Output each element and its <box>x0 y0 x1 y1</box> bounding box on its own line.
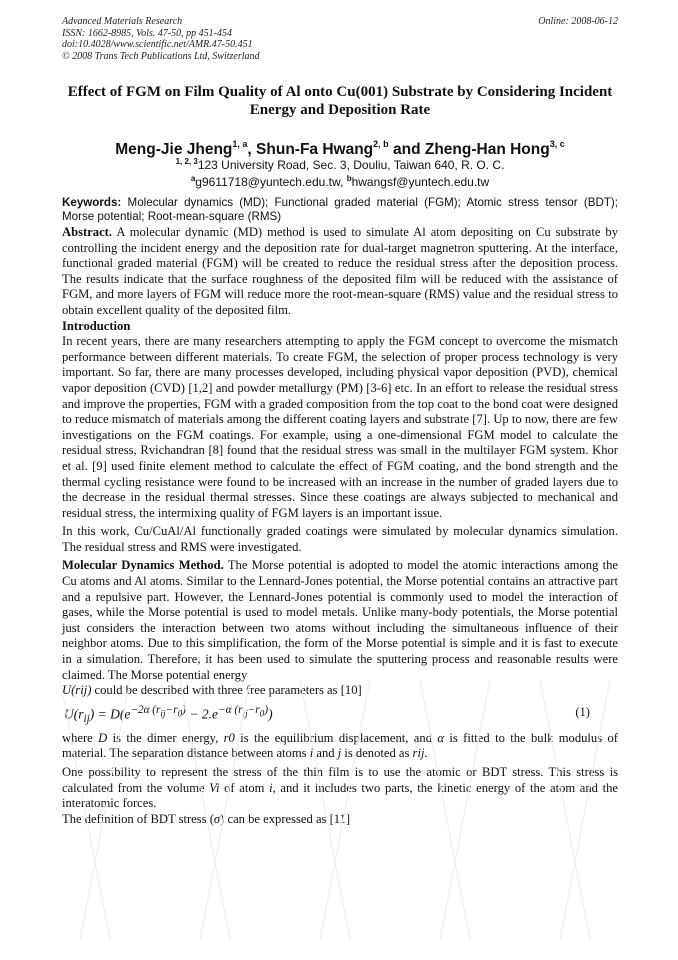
symbol-r0: r0 <box>223 730 235 745</box>
equation-1-formula: $U(r_{ij}) = D(e^{-2\alpha (r_{ij}-r_0)} - 2.e^{-\alpha (r_{ij}-r_0)})$ <box>64 703 273 725</box>
abstract <box>62 225 618 319</box>
symbol-alpha: α <box>437 730 444 745</box>
section-heading-md: Molecular Dynamics Method. <box>62 558 224 573</box>
author-list: Meng-Jie Jheng$^{1, a}$, Shun-Fa Hwang$^{2, b}$ and Zheng-Han Hong$^{3, c}$ <box>115 139 565 158</box>
keywords <box>62 196 618 224</box>
author-1-sup: 1, a <box>232 139 248 149</box>
author-3-sup: 3, c <box>549 139 565 149</box>
intro-paragraph-2: In this work, Cu/CuAl/Al functionally graded coatings were simulated by molecular dynamics simulation. The residual stress and RMS were investigated. <box>62 524 618 554</box>
affiliation <box>62 155 618 189</box>
affiliation-email-line <box>62 172 618 189</box>
where-word: where <box>62 730 93 745</box>
keywords-text: Molecular dynamics (MD); Functional graded material (FGM); Atomic stress tensor (BDT); Morse potential; Root-mean-square (RMS) <box>62 196 618 223</box>
md-paragraph-1 <box>62 558 618 698</box>
where-text-c: is fitted to the bulk modulus of material. The separation distance between atoms <box>62 730 618 761</box>
author-2: Shun-Fa Hwang <box>256 141 374 158</box>
author-3: Zheng-Han Hong <box>424 141 550 158</box>
paper-title: Effect of FGM on Film Quality of Al onto Cu(001) Substrate by Considering Incident Energy and Deposition Rate <box>67 84 613 118</box>
affiliation-address-line <box>62 155 618 172</box>
doi-line: doi:10.4028/www.scientific.net/AMR.47-50.451 <box>62 39 253 50</box>
where-text-b: is the equilibrium displacement, and <box>234 730 438 745</box>
author-2-sup: 2, b <box>373 139 389 149</box>
keywords-label: Keywords: <box>62 196 122 209</box>
email-b-sup: b <box>346 174 352 183</box>
email-a-sup: a <box>190 174 196 183</box>
issn-line: ISSN: 1662-8985, Vols. 47-50, pp 451-454 <box>62 27 232 39</box>
p3-text-b: of atom <box>219 780 270 795</box>
running-header <box>62 16 618 62</box>
equation-1 <box>62 701 618 727</box>
symbol-D: D <box>98 730 108 745</box>
symbol-Vi: Vi <box>209 780 220 795</box>
author-and: and <box>392 141 421 158</box>
equation-1-number: (1) <box>575 704 590 719</box>
copyright-line: © 2008 Trans Tech Publications Ltd, Switzerland <box>62 50 260 62</box>
affiliation-address: 123 University Road, Sec. 3, Douliu, Taiwan 640, R. O. C. <box>197 158 505 172</box>
author-1: Meng-Jie Jheng <box>115 141 233 158</box>
md-paragraph-1-text: The Morse potential is adopted to model the atomic interactions among the Cu atoms and Al atoms. Similar to the Lennard-Jones potential, the Morse potential contains an attractive part and a repulsive part. However, the Lennard-Jones potential is commonly used to model the interaction of gases, while the Morse potential is used to model metals. Unlike many-body potentials, the Morse potential just considers the interaction between two atoms without including the simultaneous influence of their neighbor atoms. Due to this simplification, the form of the Morse potential is simple and it is fast to execute in a simulation. Therefore, it has been used to simulate the sputtering process and reasonable results were claimed. The Morse potential energy <box>62 558 618 682</box>
p3-text-a: One possibility to represent the stress of the thin film is to use the atomic or BDT stress. This stress is calculated from the volume <box>62 765 618 795</box>
where-denoted: is denoted as <box>341 746 413 761</box>
md-paragraph-4 <box>62 812 618 828</box>
email-a: g9611718@yuntech.edu.tw, <box>195 175 344 189</box>
online-date: Online: 2008-06-12 <box>538 16 618 27</box>
where-text-a: is the dimer energy, <box>107 730 224 745</box>
md-paragraph-2: where D is the dimer energy, r0 is the equilibrium displacement, and α is fitted to the bulk modulus of material. The separation distance between atoms i and j is denoted as rij. <box>62 730 618 761</box>
email-b: hwangsf@yuntech.edu.tw <box>351 175 490 189</box>
potential-symbol: U(rij) <box>62 683 92 698</box>
p4-text-a: The definition of BDT stress ( <box>62 811 214 826</box>
symbol-i: i <box>309 746 314 761</box>
symbol-sigma: σ <box>213 811 221 826</box>
where-and: and <box>313 746 338 761</box>
symbol-rij: rij <box>412 746 425 761</box>
abstract-text: A molecular dynamic (MD) method is used to simulate Al atom depositing on Cu substrate by controlling the incident energy and the deposition rate for dual-target magnetron sputtering. At the interface, functional graded material (FGM) will be created to reduce the residual stress after the deposition process. The results indicate that the surface roughness of the deposited film will be reduced with the assistance of FGM, and more layers of FGM will reduce more the root-mean-square (RMS) value and the residual stress to obtain excellent quality of the deposited film. <box>62 225 618 317</box>
journal-name: Advanced Materials Research <box>62 16 183 27</box>
section-heading-introduction: Introduction <box>62 318 131 333</box>
symbol-i-2: i <box>269 780 273 795</box>
p3-text-c: , and it includes two parts, the kinetic energy of the atom and the interatomic forces. <box>62 780 618 811</box>
paper-body <box>62 196 618 827</box>
affiliation-sup: 1, 2, 3 <box>175 157 198 166</box>
md-paragraph-1-tail: could be described with three free parameters as [10] <box>91 683 362 698</box>
abstract-label: Abstract. <box>62 225 113 239</box>
p4-text-b: ) can be expressed as [11] <box>220 811 351 826</box>
intro-paragraph-1: In recent years, there are many researchers attempting to apply the FGM concept to overcome the mismatch performance between different materials. To create FGM, the selection of proper process technology is very important. So far, there are many processes developed, including physical vapor deposition (PVD), chemical vapor deposition (CVD) [1,2] and powder metallurgy (PM) [3-6] etc. In an effort to release the residual stress and improve the properties, FGM with a graded composition from the top coat to the bond coat were designed to reduce mismatch of materials among the different coating layers and substrate [7]. Up to now, there are few investigations on the FGM coatings. For example, using a one-dimensional FGM model to calculate the residual stress, Rvichandran [8] found that the residual stress was small in the multilayer FGM system. Khor et al. [9] used finite element method to calculate the effect of FGM coating, and the bond strength and the thermal cycling resistance were found to be increased with an increase in the number of graded layers due to the decrease in the residual thermal stresses. Since these coatings are always subjected to mechanical and residual stress, the intermixing quality of FGM layers is an important issue. <box>62 334 618 520</box>
symbol-j: j <box>337 746 342 761</box>
md-paragraph-3 <box>62 765 618 812</box>
